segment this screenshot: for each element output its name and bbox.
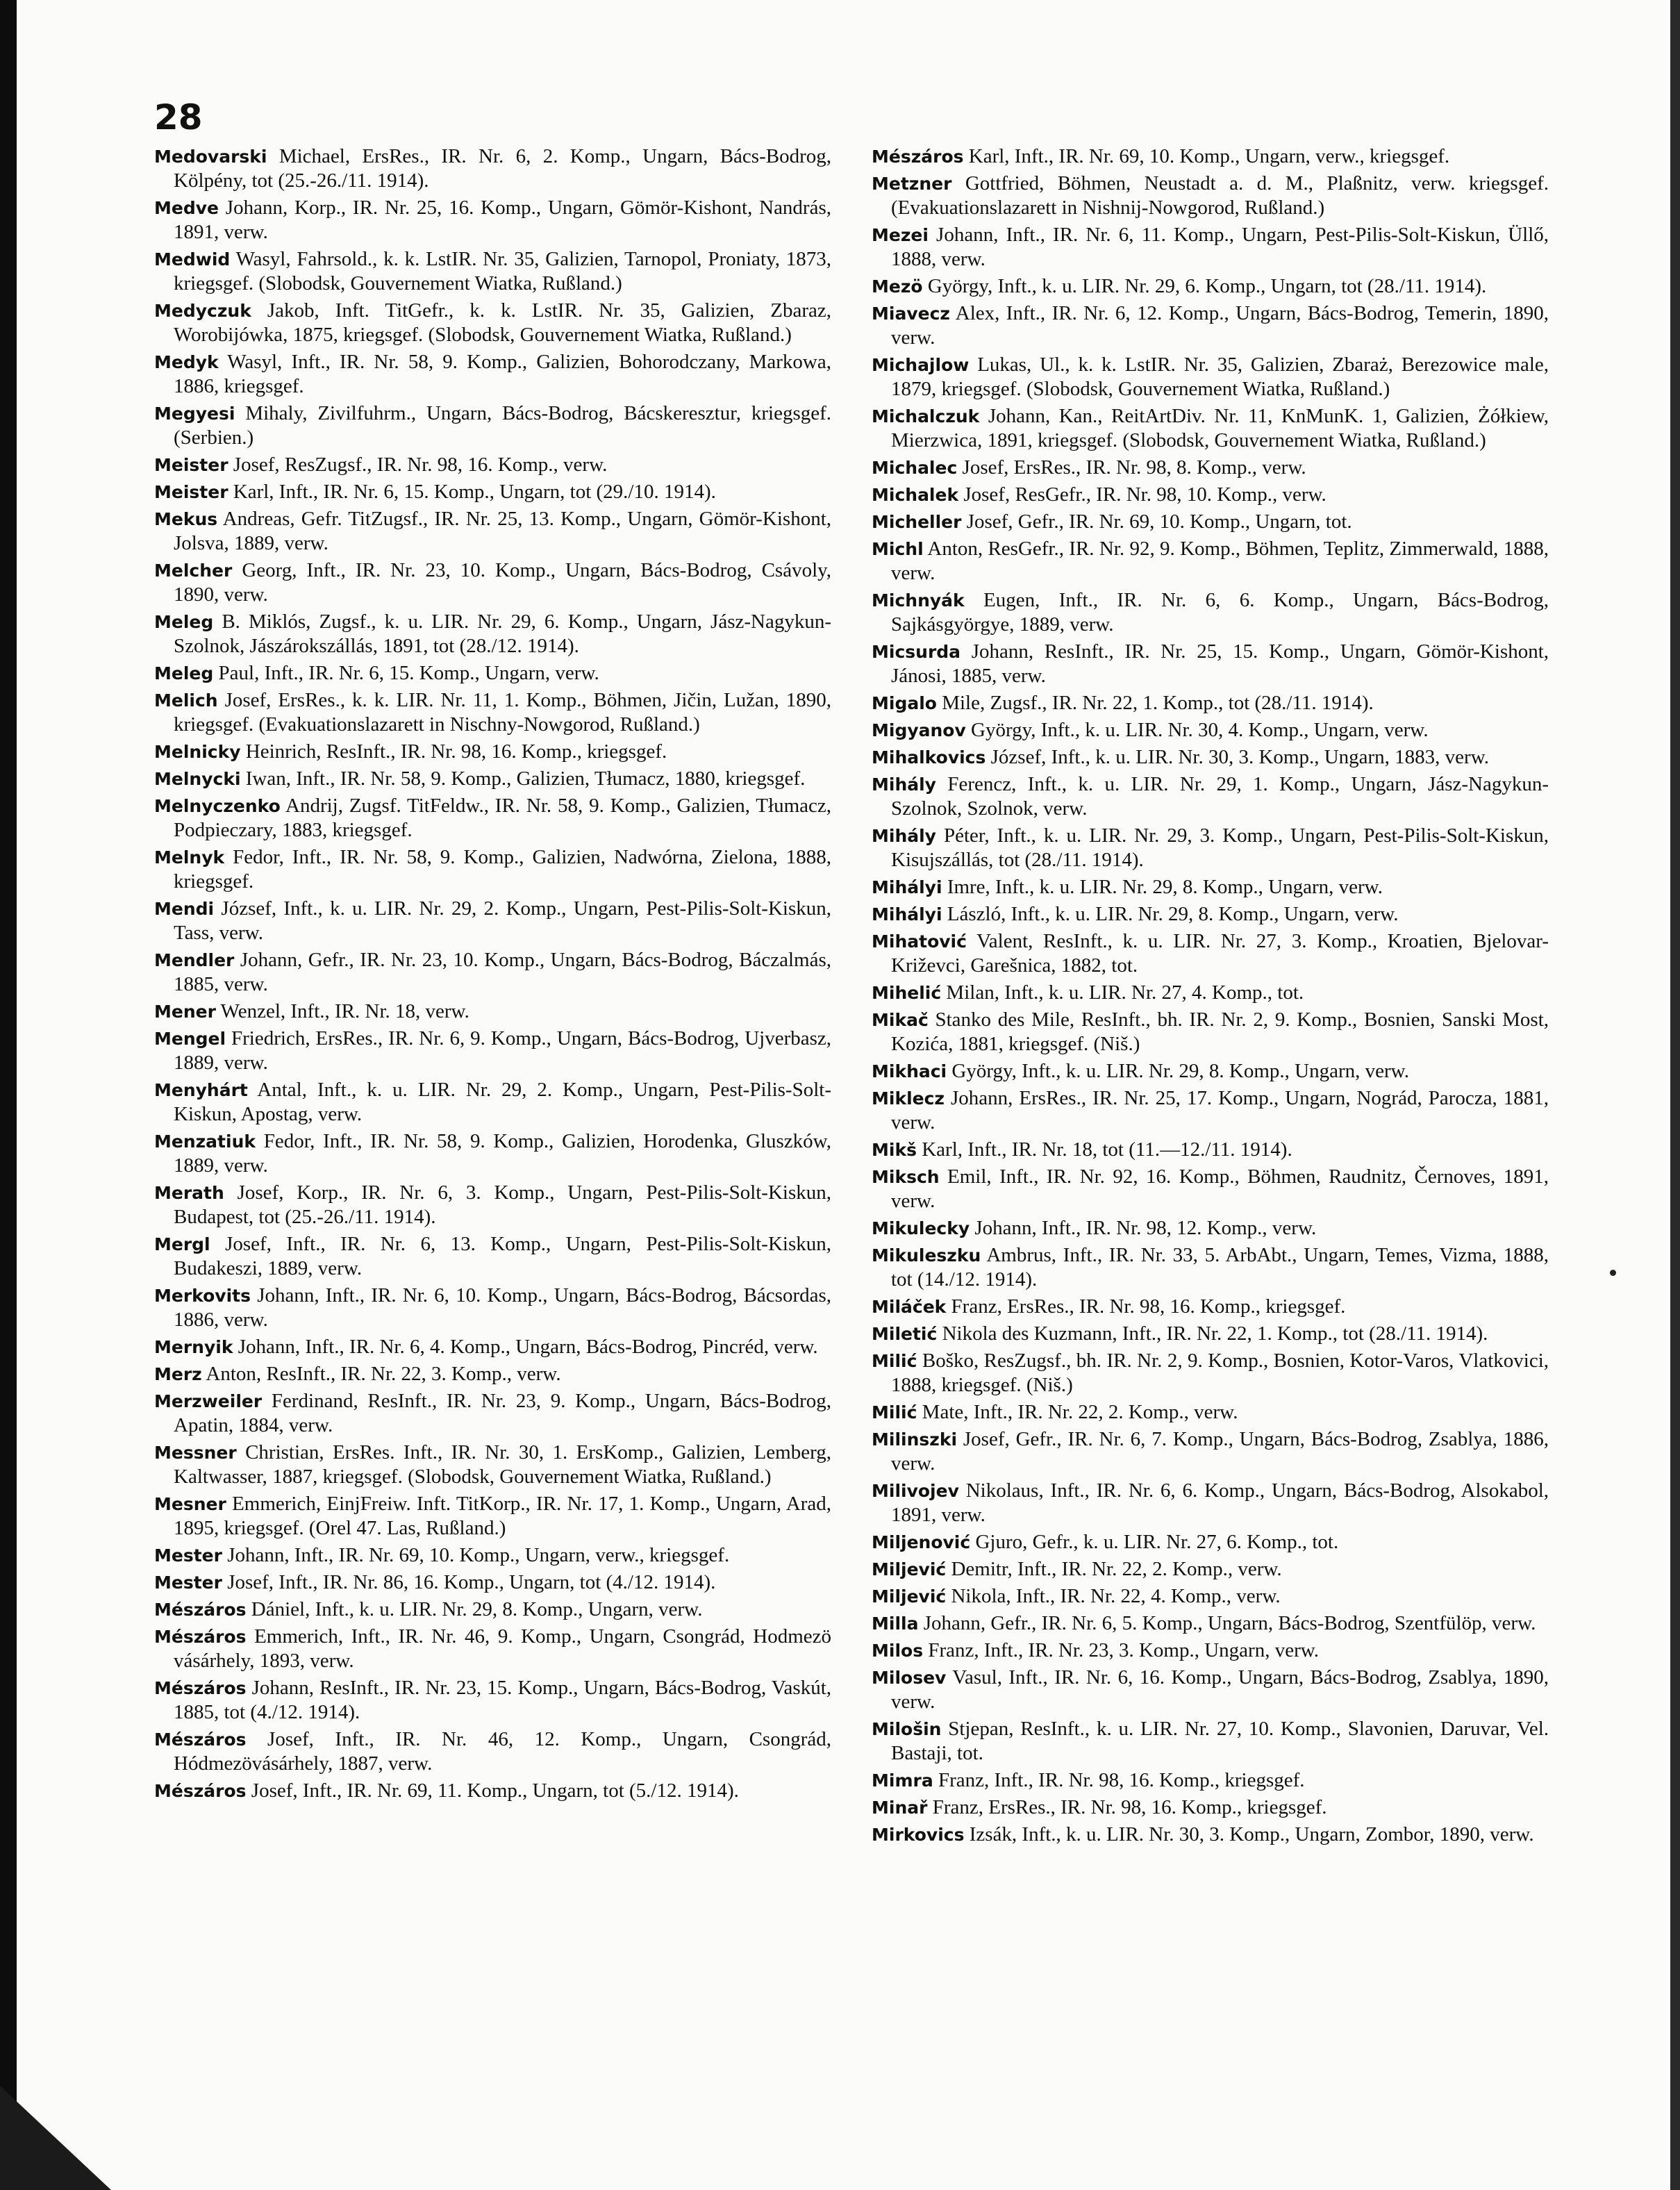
entry-surname: Medyczuk: [154, 301, 251, 321]
entry-surname: Miljenović: [872, 1532, 971, 1552]
entry-surname: Miavecz: [872, 304, 950, 324]
entry-details: Johann, Inft., IR. Nr. 98, 12. Komp., verw.: [974, 1217, 1317, 1239]
entry-surname: Mihály: [872, 826, 936, 846]
entry-details: Nikolaus, Inft., IR. Nr. 6, 6. Komp., Ungarn, Bács-Bodrog, Alsokabol, 1891, verw.: [891, 1479, 1549, 1526]
entry-surname: Mimra: [872, 1770, 933, 1791]
entry-surname: Miljević: [872, 1559, 947, 1579]
entry-surname: Miljević: [872, 1586, 947, 1607]
entry-details: Johann, Kan., ReitArtDiv. Nr. 11, KnMunK. 1, Galizien, Żółkiew, Mierzwica, 1891, kriegsgef. (Slobodsk, Gouvernement Wiatka, Rußland.): [891, 405, 1549, 451]
casualty-entry: [872, 353, 1549, 401]
entry-surname: Michl: [872, 539, 924, 559]
casualty-entry: [154, 897, 831, 945]
casualty-entry: [872, 1059, 1549, 1084]
entry-surname: Merzweiler: [154, 1391, 263, 1411]
entry-surname: Meister: [154, 482, 228, 502]
entry-details: Johann, ResInft., IR. Nr. 25, 15. Komp., Ungarn, Gömör-Kishont, Jánosi, 1885, verw.: [891, 640, 1549, 687]
entry-details: József, Inft., k. u. LIR. Nr. 30, 3. Komp., Ungarn, 1883, verw.: [990, 746, 1490, 768]
casualty-entry: [154, 1027, 831, 1075]
casualty-entry: [154, 740, 831, 764]
casualty-entry: [154, 1362, 831, 1386]
entry-surname: Milos: [872, 1641, 924, 1661]
casualty-entry: [872, 981, 1549, 1005]
entry-surname: Mengel: [154, 1029, 226, 1049]
entry-details: Stjepan, ResInft., k. u. LIR. Nr. 27, 10. Komp., Slavonien, Daruvar, Vel. Bastaji, tot.: [891, 1718, 1549, 1764]
entry-surname: Mihatović: [872, 931, 967, 952]
scan-right-edge: [1670, 0, 1680, 2190]
entry-details: Nikola, Inft., IR. Nr. 22, 4. Komp., verw.: [951, 1585, 1281, 1607]
entry-surname: Michalek: [872, 485, 959, 505]
casualty-entry: [872, 1479, 1549, 1527]
casualty-entry: [872, 456, 1549, 480]
casualty-entry: [872, 1138, 1549, 1162]
entry-details: Franz, Inft., IR. Nr. 23, 3. Komp., Ungarn, verw.: [928, 1639, 1320, 1661]
casualty-entry: [872, 172, 1549, 220]
entry-surname: Mészáros: [872, 147, 964, 167]
entry-details: Karl, Inft., IR. Nr. 18, tot (11.—12./11. 1914).: [922, 1138, 1292, 1161]
entry-details: Josef, ResZugsf., IR. Nr. 98, 16. Komp., verw.: [233, 454, 608, 476]
casualty-entry: [872, 223, 1549, 272]
entry-details: Friedrich, ErsRes., IR. Nr. 6, 9. Komp., Ungarn, Bács-Bodrog, Ujverbasz, 1889, verw.: [174, 1027, 832, 1074]
casualty-entry: [154, 1779, 831, 1803]
entry-surname: Melnycki: [154, 769, 241, 789]
entry-details: Johann, Inft., IR. Nr. 6, 10. Komp., Ungarn, Bács-Bodrog, Bácsordas, 1886, verw.: [174, 1284, 832, 1331]
casualty-entry: [872, 537, 1549, 586]
entry-surname: Medovarski: [154, 147, 267, 167]
entry-surname: Medve: [154, 198, 219, 218]
casualty-entry: [154, 1129, 831, 1178]
entry-details: Johann, ResInft., IR. Nr. 23, 15. Komp., Ungarn, Bács-Bodrog, Vaskút, 1885, tot (4./12. 1914).: [174, 1677, 832, 1723]
casualty-entry: [154, 247, 831, 296]
casualty-entry: [154, 1284, 831, 1332]
casualty-entry: [154, 1570, 831, 1595]
entry-details: Valent, ResInft., k. u. LIR. Nr. 27, 3. Komp., Kroatien, Bjelovar-Križevci, Garešnica, 1882, tot.: [891, 930, 1549, 977]
entry-surname: Meleg: [154, 612, 214, 632]
scan-corner-curl: [0, 2086, 111, 2190]
casualty-entry: [154, 999, 831, 1024]
entry-details: Izsák, Inft., k. u. LIR. Nr. 30, 3. Komp., Ungarn, Zombor, 1890, verw.: [969, 1823, 1534, 1845]
entry-details: Emil, Inft., IR. Nr. 92, 16. Komp., Böhmen, Raudnitz, Černoves, 1891, verw.: [891, 1165, 1549, 1212]
entry-surname: Mirkovics: [872, 1825, 965, 1845]
entry-surname: Meleg: [154, 663, 214, 683]
casualty-entry: [872, 588, 1549, 637]
entry-details: Péter, Inft., k. u. LIR. Nr. 29, 3. Komp., Ungarn, Pest-Pilis-Solt-Kiskun, Kisujszállás, tot (28./11. 1914).: [891, 824, 1549, 871]
entry-details: György, Inft., k. u. LIR. Nr. 30, 4. Komp., Ungarn, verw.: [971, 719, 1429, 741]
entry-surname: Mihály: [872, 774, 936, 795]
entry-surname: Meister: [154, 455, 228, 475]
entry-surname: Miksch: [872, 1167, 940, 1187]
casualty-entry: [872, 691, 1549, 715]
casualty-entry: [154, 1181, 831, 1229]
entry-surname: Milosev: [872, 1668, 947, 1688]
entry-details: Josef, Inft., IR. Nr. 86, 16. Komp., Ungarn, tot (4./12. 1914).: [227, 1571, 716, 1593]
entry-details: Andreas, Gefr. TitZugsf., IR. Nr. 25, 13. Komp., Ungarn, Gömör-Kishont, Jolsva, 1889, verw.: [174, 508, 831, 554]
entry-surname: Mekus: [154, 509, 218, 529]
scan-left-edge: [0, 0, 17, 2190]
casualty-entry: [872, 1530, 1549, 1554]
casualty-entry: [154, 948, 831, 997]
entry-surname: Michalczuk: [872, 406, 980, 426]
entry-surname: Mészáros: [154, 1729, 247, 1750]
entry-details: Stanko des Mile, ResInft., bh. IR. Nr. 2, 9. Komp., Bosnien, Sanski Most, Kozića, 1881, kriegsgef. (Niš.): [891, 1009, 1549, 1055]
casualty-entry: [872, 1400, 1549, 1425]
casualty-entry: [872, 772, 1549, 821]
casualty-entry: [872, 1243, 1549, 1292]
entry-details: Emmerich, EinjFreiw. Inft. TitKorp., IR. Nr. 17, 1. Komp., Ungarn, Arad, 1895, kriegsgef. (Orel 47. Las, Rußland.): [174, 1493, 832, 1539]
entry-details: Fedor, Inft., IR. Nr. 58, 9. Komp., Galizien, Horodenka, Gluszków, 1889, verw.: [174, 1130, 831, 1177]
entry-details: Demitr, Inft., IR. Nr. 22, 2. Komp., verw.: [951, 1558, 1282, 1580]
entry-surname: Mikuleszku: [872, 1245, 981, 1266]
casualty-entry: [154, 794, 831, 843]
casualty-entry: [154, 401, 831, 450]
entry-details: Lukas, Ul., k. k. LstIR. Nr. 35, Galizien, Zbaraż, Berezowice male, 1879, kriegsgef. (Slobodsk, Gouvernement Wiatka, Rußland.): [891, 354, 1549, 400]
entry-surname: Miletić: [872, 1324, 938, 1344]
casualty-entry: [872, 1216, 1549, 1241]
entry-details: Iwan, Inft., IR. Nr. 58, 9. Komp., Galizien, Tłumacz, 1880, kriegsgef.: [245, 768, 806, 790]
casualty-entry: [154, 767, 831, 791]
entry-details: Gjuro, Gefr., k. u. LIR. Nr. 27, 6. Komp., tot.: [975, 1531, 1339, 1553]
casualty-entry: [872, 144, 1549, 169]
entry-surname: Milić: [872, 1402, 917, 1422]
entry-details: Andrij, Zugsf. TitFeldw., IR. Nr. 58, 9. Komp., Galizien, Tłumacz, Podpieczary, 1883, kriegsgef.: [174, 795, 832, 841]
casualty-entry: [872, 1086, 1549, 1135]
entry-surname: Menzatiuk: [154, 1131, 256, 1152]
entry-surname: Mikulecky: [872, 1218, 970, 1238]
entry-details: Nikola des Kuzmann, Inft., IR. Nr. 22, 1. Komp., tot (28./11. 1914).: [942, 1322, 1488, 1345]
casualty-entry: [154, 507, 831, 556]
casualty-entry: [872, 745, 1549, 770]
entry-surname: Miklecz: [872, 1088, 945, 1109]
entry-details: Josef, ResGefr., IR. Nr. 98, 10. Komp., verw.: [963, 483, 1326, 506]
entry-details: Emmerich, Inft., IR. Nr. 46, 9. Komp., Ungarn, Csongrád, Hodmezö vásárhely, 1893, verw.: [174, 1625, 832, 1672]
entry-details: Paul, Inft., IR. Nr. 6, 15. Komp., Ungarn, verw.: [218, 662, 599, 684]
entry-surname: Minař: [872, 1798, 928, 1818]
casualty-entry: [154, 480, 831, 504]
casualty-entry: [872, 510, 1549, 534]
casualty-entry: [872, 1768, 1549, 1793]
casualty-entry: [872, 274, 1549, 299]
entry-details: László, Inft., k. u. LIR. Nr. 29, 8. Komp., Ungarn, verw.: [947, 903, 1399, 925]
entry-details: Ferencz, Inft., k. u. LIR. Nr. 29, 1. Komp., Ungarn, Jász-Nagykun-Szolnok, Szolnok, verw.: [891, 773, 1549, 820]
entry-details: Johann, Gefr., IR. Nr. 23, 10. Komp., Ungarn, Bács-Bodrog, Báczalmás, 1885, verw.: [174, 949, 831, 995]
entry-details: Josef, Inft., IR. Nr. 6, 13. Komp., Ungarn, Pest-Pilis-Solt-Kiskun, Budakeszi, 1889, verw.: [174, 1233, 832, 1279]
entry-details: Johann, Inft., IR. Nr. 69, 10. Komp., Ungarn, verw., kriegsgef.: [227, 1544, 730, 1566]
entry-details: Mihaly, Zivilfuhrm., Ungarn, Bács-Bodrog, Bácskeresztur, kriegsgef. (Serbien.): [174, 402, 832, 449]
casualty-entry: [154, 1335, 831, 1359]
entry-details: Karl, Inft., IR. Nr. 69, 10. Komp., Ungarn, verw., kriegsgef.: [968, 145, 1450, 167]
casualty-entry: [154, 1598, 831, 1622]
entry-details: Anton, ResGefr., IR. Nr. 92, 9. Komp., Böhmen, Teplitz, Zimmerwald, 1888, verw.: [891, 538, 1549, 584]
casualty-entry: [872, 1322, 1549, 1346]
casualty-entry: [872, 1823, 1549, 1847]
casualty-entry: [872, 301, 1549, 350]
entry-surname: Migalo: [872, 693, 937, 713]
entry-details: Michael, ErsRes., IR. Nr. 6, 2. Komp., Ungarn, Bács-Bodrog, Kölpény, tot (25.-26./11. 1914).: [174, 145, 831, 192]
entry-surname: Mihelić: [872, 983, 942, 1003]
entry-surname: Migyanov: [872, 720, 966, 740]
scan-speck: [1610, 1270, 1616, 1276]
entry-details: Wasyl, Inft., IR. Nr. 58, 9. Komp., Galizien, Bohorodczany, Markowa, 1886, kriegsgef.: [174, 351, 831, 397]
casualty-entry: [154, 1625, 831, 1673]
entry-details: Vasul, Inft., IR. Nr. 6, 16. Komp., Ungarn, Bács-Bodrog, Zsablya, 1890, verw.: [891, 1666, 1549, 1713]
entry-surname: Mernyik: [154, 1337, 233, 1357]
entry-details: Alex, Inft., IR. Nr. 6, 12. Komp., Ungarn, Bács-Bodrog, Temerin, 1890, verw.: [891, 302, 1549, 349]
entry-surname: Menyhárt: [154, 1080, 248, 1100]
entry-surname: Mergl: [154, 1234, 210, 1254]
entry-surname: Mészáros: [154, 1600, 247, 1620]
entry-surname: Mester: [154, 1545, 222, 1566]
casualty-entry: [154, 1441, 831, 1489]
casualty-entry: [154, 453, 831, 477]
entry-details: Boško, ResZugsf., bh. IR. Nr. 2, 9. Komp., Bosnien, Kotor-Varos, Vlatkovici, 1888, kriegsgef. (Niš.): [891, 1350, 1549, 1396]
casualty-entry: [154, 688, 831, 737]
entry-surname: Mészáros: [154, 1627, 247, 1647]
entry-surname: Milla: [872, 1614, 919, 1634]
casualty-entry: [872, 1349, 1549, 1397]
entry-surname: Medwid: [154, 249, 231, 269]
casualty-entry: [154, 1492, 831, 1541]
entry-details: Fedor, Inft., IR. Nr. 58, 9. Komp., Galizien, Nadwórna, Zielona, 1888, kriegsgef.: [174, 846, 831, 893]
entry-details: Georg, Inft., IR. Nr. 23, 10. Komp., Ungarn, Bács-Bodrog, Csávoly, 1890, verw.: [174, 559, 832, 606]
entry-surname: Mészáros: [154, 1781, 247, 1801]
entry-details: Johann, Gefr., IR. Nr. 6, 5. Komp., Ungarn, Bács-Bodrog, Szentfülöp, verw.: [923, 1612, 1536, 1634]
casualty-entry: [872, 875, 1549, 899]
right-column: [872, 144, 1549, 1850]
entry-details: Imre, Inft., k. u. LIR. Nr. 29, 8. Komp., Ungarn, verw.: [947, 876, 1383, 898]
casualty-entry: [872, 1584, 1549, 1609]
entry-surname: Milić: [872, 1351, 917, 1371]
entry-surname: Melnicky: [154, 742, 241, 762]
entry-surname: Mihályi: [872, 904, 942, 924]
entry-details: Franz, ErsRes., IR. Nr. 98, 16. Komp., kriegsgef.: [932, 1796, 1327, 1818]
entry-surname: Mesner: [154, 1494, 226, 1514]
casualty-entry: [154, 1543, 831, 1568]
casualty-entry: [154, 350, 831, 399]
casualty-entry: [872, 1427, 1549, 1476]
entry-details: Josef, Gefr., IR. Nr. 6, 7. Komp., Ungarn, Bács-Bodrog, Zsablya, 1886, verw.: [891, 1428, 1549, 1475]
entry-surname: Megyesi: [154, 404, 235, 424]
entry-surname: Milinszki: [872, 1429, 958, 1450]
entry-surname: Mikač: [872, 1010, 929, 1030]
entry-details: Ferdinand, ResInft., IR. Nr. 23, 9. Komp., Ungarn, Bács-Bodrog, Apatin, 1884, verw.: [174, 1390, 832, 1436]
entry-surname: Merath: [154, 1183, 224, 1203]
casualty-entry: [154, 1389, 831, 1438]
entry-details: Mile, Zugsf., IR. Nr. 22, 1. Komp., tot (28./11. 1914).: [942, 692, 1374, 714]
casualty-entry: [154, 610, 831, 658]
entry-surname: Michajlow: [872, 355, 970, 375]
entry-details: Wasyl, Fahrsold., k. k. LstIR. Nr. 35, Galizien, Tarnopol, Proniaty, 1873, kriegsgef. (Slobodsk, Gouvernement Wiatka, Rußland.): [174, 248, 831, 295]
entry-surname: Mener: [154, 1002, 216, 1022]
entry-details: Franz, ErsRes., IR. Nr. 98, 16. Komp., kriegsgef.: [951, 1295, 1346, 1318]
casualty-entry: [872, 404, 1549, 453]
entry-surname: Milošin: [872, 1719, 942, 1739]
entry-surname: Messner: [154, 1443, 237, 1463]
left-column: [154, 144, 831, 1806]
entry-surname: Medyk: [154, 352, 219, 372]
casualty-entry: [154, 558, 831, 607]
entry-surname: Mendi: [154, 899, 215, 919]
entry-details: Karl, Inft., IR. Nr. 6, 15. Komp., Ungarn, tot (29./10. 1914).: [233, 481, 716, 503]
entry-details: Antal, Inft., k. u. LIR. Nr. 29, 2. Komp., Ungarn, Pest-Pilis-Solt-Kiskun, Apostag, verw.: [174, 1079, 831, 1125]
casualty-entry: [872, 1666, 1549, 1714]
entry-surname: Mendler: [154, 950, 235, 970]
entry-details: Milan, Inft., k. u. LIR. Nr. 27, 4. Komp., tot.: [946, 981, 1304, 1004]
entry-details: Jakob, Inft. TitGefr., k. k. LstIR. Nr. 35, Galizien, Zbaraz, Worobijówka, 1875, kriegsgef. (Slobodsk, Gouvernement Wiatka, Rußland.): [174, 299, 831, 346]
entry-details: Ambrus, Inft., IR. Nr. 33, 5. ArbAbt., Ungarn, Temes, Vizma, 1888, tot (14./12. 1914).: [891, 1244, 1549, 1291]
entry-details: Mate, Inft., IR. Nr. 22, 2. Komp., verw.: [922, 1401, 1238, 1423]
casualty-entry: [872, 1008, 1549, 1056]
entry-details: Dániel, Inft., k. u. LIR. Nr. 29, 8. Komp., Ungarn, verw.: [251, 1598, 703, 1620]
entry-details: Johann, Korp., IR. Nr. 25, 16. Komp., Ungarn, Gömör-Kishont, Nandrás, 1891, verw.: [174, 197, 832, 243]
entry-details: József, Inft., k. u. LIR. Nr. 29, 2. Komp., Ungarn, Pest-Pilis-Solt-Kiskun, Tass, verw.: [174, 897, 831, 944]
entry-surname: Miláček: [872, 1297, 947, 1317]
entry-details: Wenzel, Inft., IR. Nr. 18, verw.: [220, 1000, 469, 1022]
casualty-entry: [872, 640, 1549, 688]
entry-details: B. Miklós, Zugsf., k. u. LIR. Nr. 29, 6. Komp., Ungarn, Jász-Nagykun-Szolnok, Jászárokszállás, 1891, tot (28./12. 1914).: [174, 611, 831, 657]
casualty-entry: [872, 824, 1549, 872]
entry-surname: Mester: [154, 1573, 222, 1593]
casualty-entry: [872, 929, 1549, 978]
entry-surname: Melnyczenko: [154, 796, 281, 816]
entry-surname: Mezei: [872, 225, 929, 245]
casualty-entry: [872, 718, 1549, 743]
entry-details: Gottfried, Böhmen, Neustadt a. d. M., Plaßnitz, verw. kriegsgef. (Evakuationslazarett in Nishnij-Nowgorod, Rußland.): [891, 172, 1549, 219]
casualty-entry: [872, 1557, 1549, 1582]
entry-surname: Mészáros: [154, 1678, 247, 1698]
casualty-entry: [872, 1639, 1549, 1663]
entry-details: Heinrich, ResInft., IR. Nr. 98, 16. Komp., kriegsgef.: [245, 740, 667, 763]
entry-surname: Mikš: [872, 1140, 917, 1160]
entry-details: Eugen, Inft., IR. Nr. 6, 6. Komp., Ungarn, Bács-Bodrog, Sajkásgyörgye, 1889, verw.: [891, 589, 1549, 636]
entry-surname: Melcher: [154, 561, 233, 581]
entry-details: Christian, ErsRes. Inft., IR. Nr. 30, 1. ErsKomp., Galizien, Lemberg, Kaltwasser, 1887, kriegsgef. (Slobodsk, Gouvernement Wiatka, Rußland.): [174, 1441, 831, 1488]
entry-details: Johann, Inft., IR. Nr. 6, 4. Komp., Ungarn, Bács-Bodrog, Pincréd, verw.: [238, 1336, 818, 1358]
casualty-entry: [154, 144, 831, 193]
casualty-entry: [154, 845, 831, 894]
entry-surname: Micsurda: [872, 642, 961, 662]
casualty-entry: [872, 1295, 1549, 1319]
entry-details: Josef, Gefr., IR. Nr. 69, 10. Komp., Ungarn, tot.: [966, 511, 1352, 533]
casualty-entry: [154, 1078, 831, 1127]
entry-details: Franz, Inft., IR. Nr. 98, 16. Komp., kriegsgef.: [938, 1769, 1305, 1791]
page-number: 28: [154, 97, 203, 138]
entry-details: György, Inft., k. u. LIR. Nr. 29, 8. Komp., Ungarn, verw.: [951, 1060, 1409, 1082]
entry-details: Johann, Inft., IR. Nr. 6, 11. Komp., Ungarn, Pest-Pilis-Solt-Kiskun, Üllő, 1888, verw.: [891, 224, 1549, 270]
entry-surname: Merz: [154, 1364, 202, 1384]
casualty-entry: [154, 1232, 831, 1281]
casualty-entry: [154, 1676, 831, 1725]
casualty-entry: [154, 196, 831, 244]
entry-surname: Merkovits: [154, 1286, 251, 1306]
entry-surname: Mikhaci: [872, 1061, 947, 1081]
entry-details: Josef, Korp., IR. Nr. 6, 3. Komp., Ungarn, Pest-Pilis-Solt-Kiskun, Budapest, tot (25.-26./11. 1914).: [174, 1181, 832, 1228]
entry-surname: Michalec: [872, 458, 958, 478]
entry-surname: Michnyák: [872, 590, 965, 611]
casualty-entry: [154, 1727, 831, 1776]
entry-surname: Mezö: [872, 276, 923, 297]
entry-details: Josef, Inft., IR. Nr. 46, 12. Komp., Ungarn, Csongrád, Hódmezövásárhely, 1887, verw.: [174, 1728, 831, 1775]
entry-details: Josef, ErsRes., IR. Nr. 98, 8. Komp., verw.: [962, 456, 1306, 479]
entry-surname: Metzner: [872, 174, 952, 194]
entry-surname: Melich: [154, 690, 218, 711]
entry-details: Josef, Inft., IR. Nr. 69, 11. Komp., Ungarn, tot (5./12. 1914).: [251, 1780, 739, 1802]
entry-details: Anton, ResInft., IR. Nr. 22, 3. Komp., verw.: [206, 1363, 561, 1385]
casualty-entry: [154, 661, 831, 686]
entry-surname: Milivojev: [872, 1481, 959, 1501]
casualty-entry: [872, 1611, 1549, 1636]
entry-details: Johann, ErsRes., IR. Nr. 25, 17. Komp., Ungarn, Nográd, Parocza, 1881, verw.: [891, 1087, 1549, 1134]
casualty-entry: [872, 1795, 1549, 1820]
casualty-entry: [872, 483, 1549, 507]
entry-details: György, Inft., k. u. LIR. Nr. 29, 6. Komp., Ungarn, tot (28./11. 1914).: [927, 275, 1487, 297]
entry-details: Josef, ErsRes., k. k. LIR. Nr. 11, 1. Komp., Böhmen, Jičin, Lužan, 1890, kriegsgef. (Evakuationslazarett in Nischny-Nowgorod, Rußland.): [174, 689, 831, 736]
entry-surname: Mihalkovics: [872, 747, 986, 768]
entry-surname: Mihályi: [872, 877, 942, 897]
casualty-entry: [872, 1717, 1549, 1766]
casualty-entry: [872, 1165, 1549, 1213]
entry-surname: Micheller: [872, 512, 962, 532]
entry-surname: Melnyk: [154, 847, 225, 868]
casualty-entry: [872, 902, 1549, 927]
casualty-entry: [154, 299, 831, 347]
